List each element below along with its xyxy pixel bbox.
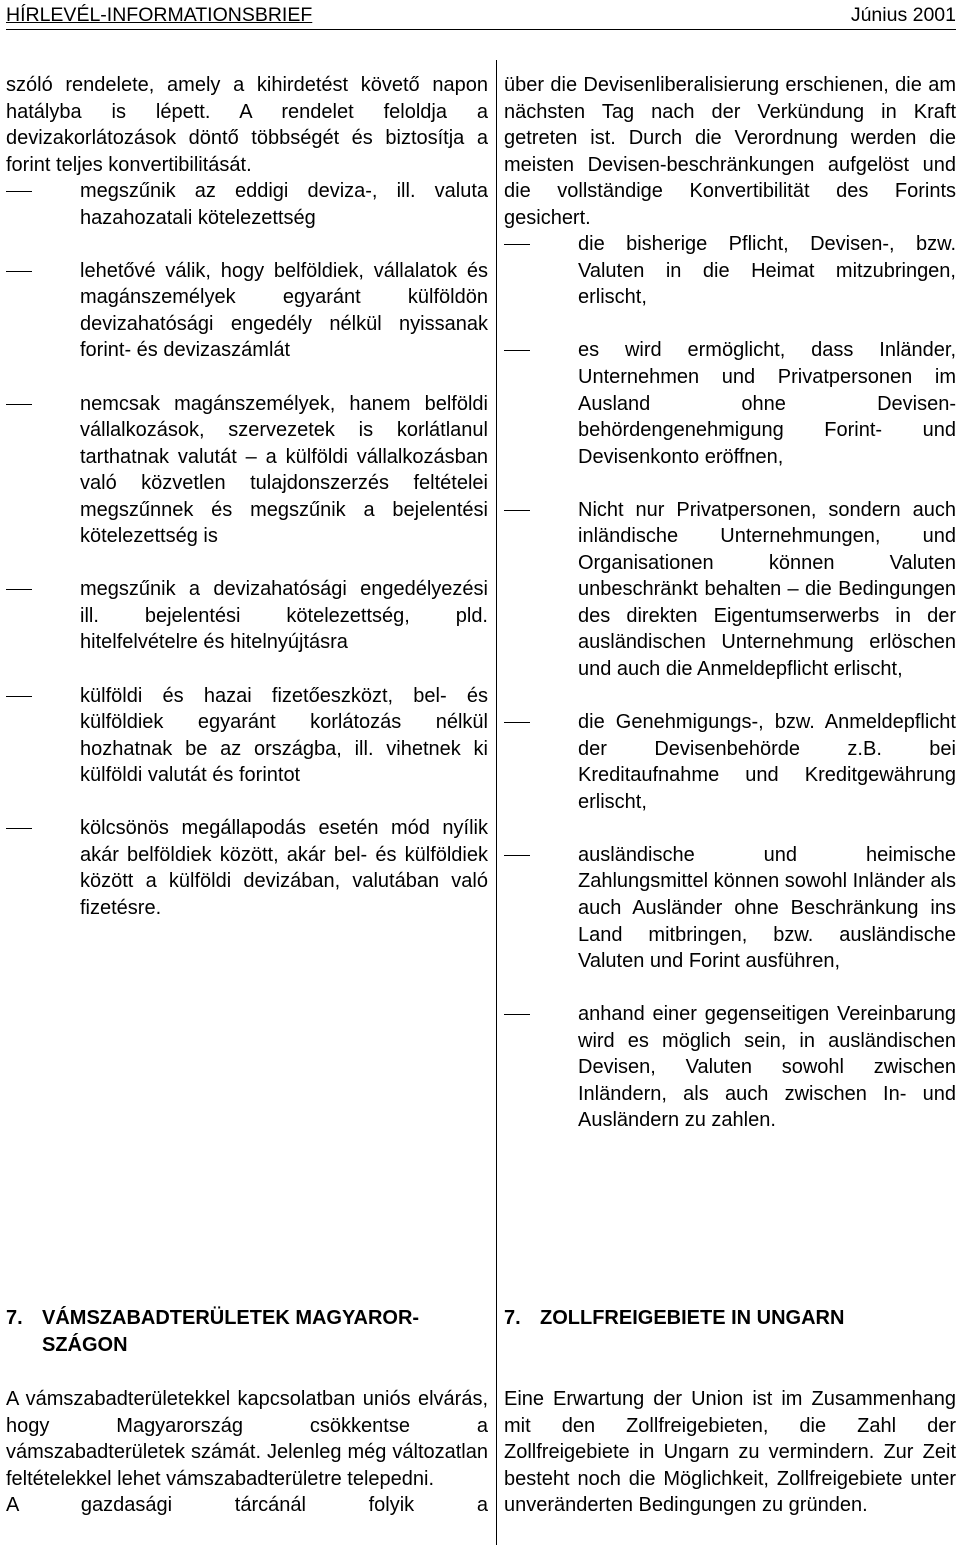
de-section-heading bbox=[504, 1305, 956, 1332]
hu-bullet-item bbox=[6, 576, 488, 656]
hu-bullet-text: lehetővé válik, hogy belföldiek, vállalatok és magánszemélyek egyaránt külföldön devizahatósági engedély nélkül nyissanak forint- és devizaszámlát bbox=[80, 259, 488, 362]
german-column bbox=[504, 72, 956, 1134]
dash-bullet-icon bbox=[6, 404, 32, 405]
dash-bullet-icon bbox=[6, 589, 32, 590]
hu-bullet-text: kölcsönös megállapodás esetén mód nyílik akár belföldiek között, akár bel- és külföldiek között a külföldi devizában, valutában való fizetésre. bbox=[80, 817, 488, 919]
de-intro-paragraph: über die Devisenliberalisierung erschienen, die am nächsten Tag nach der Verkündung in Kraft getreten ist. Durch die Verordnung werden die meisten Devisen-beschränkungen aufgelöst und die vollständige Konvertibilität des Forints gesichert. bbox=[504, 74, 956, 229]
hu-bullet-text: megszűnik a devizahatósági engedélyezési ill. bejelentési kötelezettség, pld. hitelfelvételre és hitelnyújtásra bbox=[80, 578, 488, 654]
hu-bullet-item bbox=[6, 815, 488, 921]
hu-section-paragraph: A vámszabadterületekkel kapcsolatban uniós elvárás, hogy Magyarország csökkentse a vámszabadterületek számát. Jelenleg még változatlan feltételekkel lehet vámszabadterületre telepedni. bbox=[6, 1388, 488, 1490]
hu-bullet-list bbox=[6, 178, 488, 921]
de-bullet-item bbox=[504, 497, 956, 683]
hu-bullet-text: külföldi és hazai fizetőeszközt, bel- és külföldiek egyaránt korlátozás nélkül hozhatnak be az országba, ill. vihetnek ki külföldi valutát és forintot bbox=[80, 684, 488, 787]
dash-bullet-icon bbox=[6, 828, 32, 829]
hu-bullet-item bbox=[6, 391, 488, 550]
page-header bbox=[6, 0, 956, 30]
hu-section-number: 7. bbox=[6, 1307, 23, 1329]
issue-date: Június 2001 bbox=[850, 4, 956, 26]
de-bullet-list bbox=[504, 231, 956, 1134]
hu-bullet-text: nemcsak magánszemélyek, hanem belföldi vállalkozások, szervezetek is korlátlanul tarthatnak valutát – a külföldi vállalkozásban való közvetlen tulajdonszerzés feltételei megszűnnek és megszűnik a bejelentési kötelezettség is bbox=[80, 392, 488, 548]
hu-intro-paragraph: szóló rendelete, amely a kihirdetést követő napon hatályba is lépett. A rendelet feloldja a devizakorlátozások döntő többségét és biztosítja a forint teljes konvertibilitását. bbox=[6, 74, 488, 176]
dash-bullet-icon bbox=[6, 271, 32, 272]
hu-section-last-line: A gazdasági tárcánál folyik a bbox=[6, 1494, 488, 1517]
dash-bullet-icon bbox=[504, 350, 530, 351]
hu-heading-line-1: VÁMSZABADTERÜLETEK MAGYAROR- bbox=[42, 1307, 420, 1329]
dash-bullet-icon bbox=[6, 696, 32, 697]
de-bullet-text: anhand einer gegenseitigen Vereinbarung wird es möglich sein, in ausländischen Devisen, Valuten sowohl zwischen Inländern, als auch zwischen In- und Ausländern zu zahlen. bbox=[578, 1003, 956, 1132]
dash-bullet-icon bbox=[504, 1014, 530, 1015]
de-section-number: 7. bbox=[504, 1307, 521, 1329]
dash-bullet-icon bbox=[504, 855, 530, 856]
column-divider bbox=[496, 60, 497, 1545]
hu-bullet-text: megszűnik az eddigi deviza-, ill. valuta hazahozatali kötelezettség bbox=[80, 180, 488, 229]
de-bullet-item bbox=[504, 1001, 956, 1134]
hu-section-heading bbox=[6, 1305, 488, 1359]
de-bullet-text: die Genehmigungs-, bzw. Anmeldepflicht der Devisenbehörde z.B. bei Kreditaufnahme und Kreditgewährung erlischt, bbox=[578, 711, 956, 813]
dash-bullet-icon bbox=[504, 722, 530, 723]
hu-bullet-item bbox=[6, 178, 488, 231]
hu-bullet-item bbox=[6, 683, 488, 789]
dash-bullet-icon bbox=[504, 510, 530, 511]
de-bullet-text: Nicht nur Privatpersonen, sondern auch inländische Unternehmungen, und Organisationen können Valuten unbeschränkt behalten – die Bedingungen des direkten Eigentumserwerbs in der ausländischen Unternehmung erlöschen und auch die Anmeldepflicht erlischt, bbox=[578, 498, 956, 681]
hu-heading-line-2: SZÁGON bbox=[42, 1334, 128, 1356]
dash-bullet-icon bbox=[504, 244, 530, 245]
hu-bullet-item bbox=[6, 258, 488, 364]
hu-section-body bbox=[6, 1386, 488, 1519]
de-bullet-text: es wird ermöglicht, dass Inländer, Unternehmen und Privatpersonen im Ausland ohne Devisen-behördengenehmigung Forint- und Devisenkonto eröffnen, bbox=[578, 339, 956, 468]
de-bullet-text: ausländische und heimische Zahlungsmittel können sowohl Inländer als auch Ausländer ohne Beschränkung ins Land mitbringen, bzw. ausländische Valuten und Forint ausführen, bbox=[578, 843, 956, 973]
hungarian-column bbox=[6, 72, 488, 922]
de-bullet-item bbox=[504, 231, 956, 311]
newsletter-title: HÍRLEVÉL-INFORMATIONSBRIEF bbox=[6, 4, 313, 26]
de-bullet-text: die bisherige Pflicht, Devisen-, bzw. Valuten in die Heimat mitzubringen, erlischt, bbox=[578, 233, 956, 309]
de-bullet-item bbox=[504, 337, 956, 470]
de-bullet-item bbox=[504, 842, 956, 975]
de-bullet-item bbox=[504, 709, 956, 815]
dash-bullet-icon bbox=[6, 191, 32, 192]
de-section-body bbox=[504, 1386, 956, 1519]
de-section-paragraph: Eine Erwartung der Union ist im Zusammenhang mit den Zollfreigebieten, die Zahl der Zollfreigebiete in Ungarn zu vermindern. Zur Zeit besteht noch die Möglichkeit, Zollfreigebiete unter unveränderten Bedingungen zu gründen. bbox=[504, 1388, 956, 1517]
de-heading-text: ZOLLFREIGEBIETE IN UNGARN bbox=[540, 1307, 845, 1329]
